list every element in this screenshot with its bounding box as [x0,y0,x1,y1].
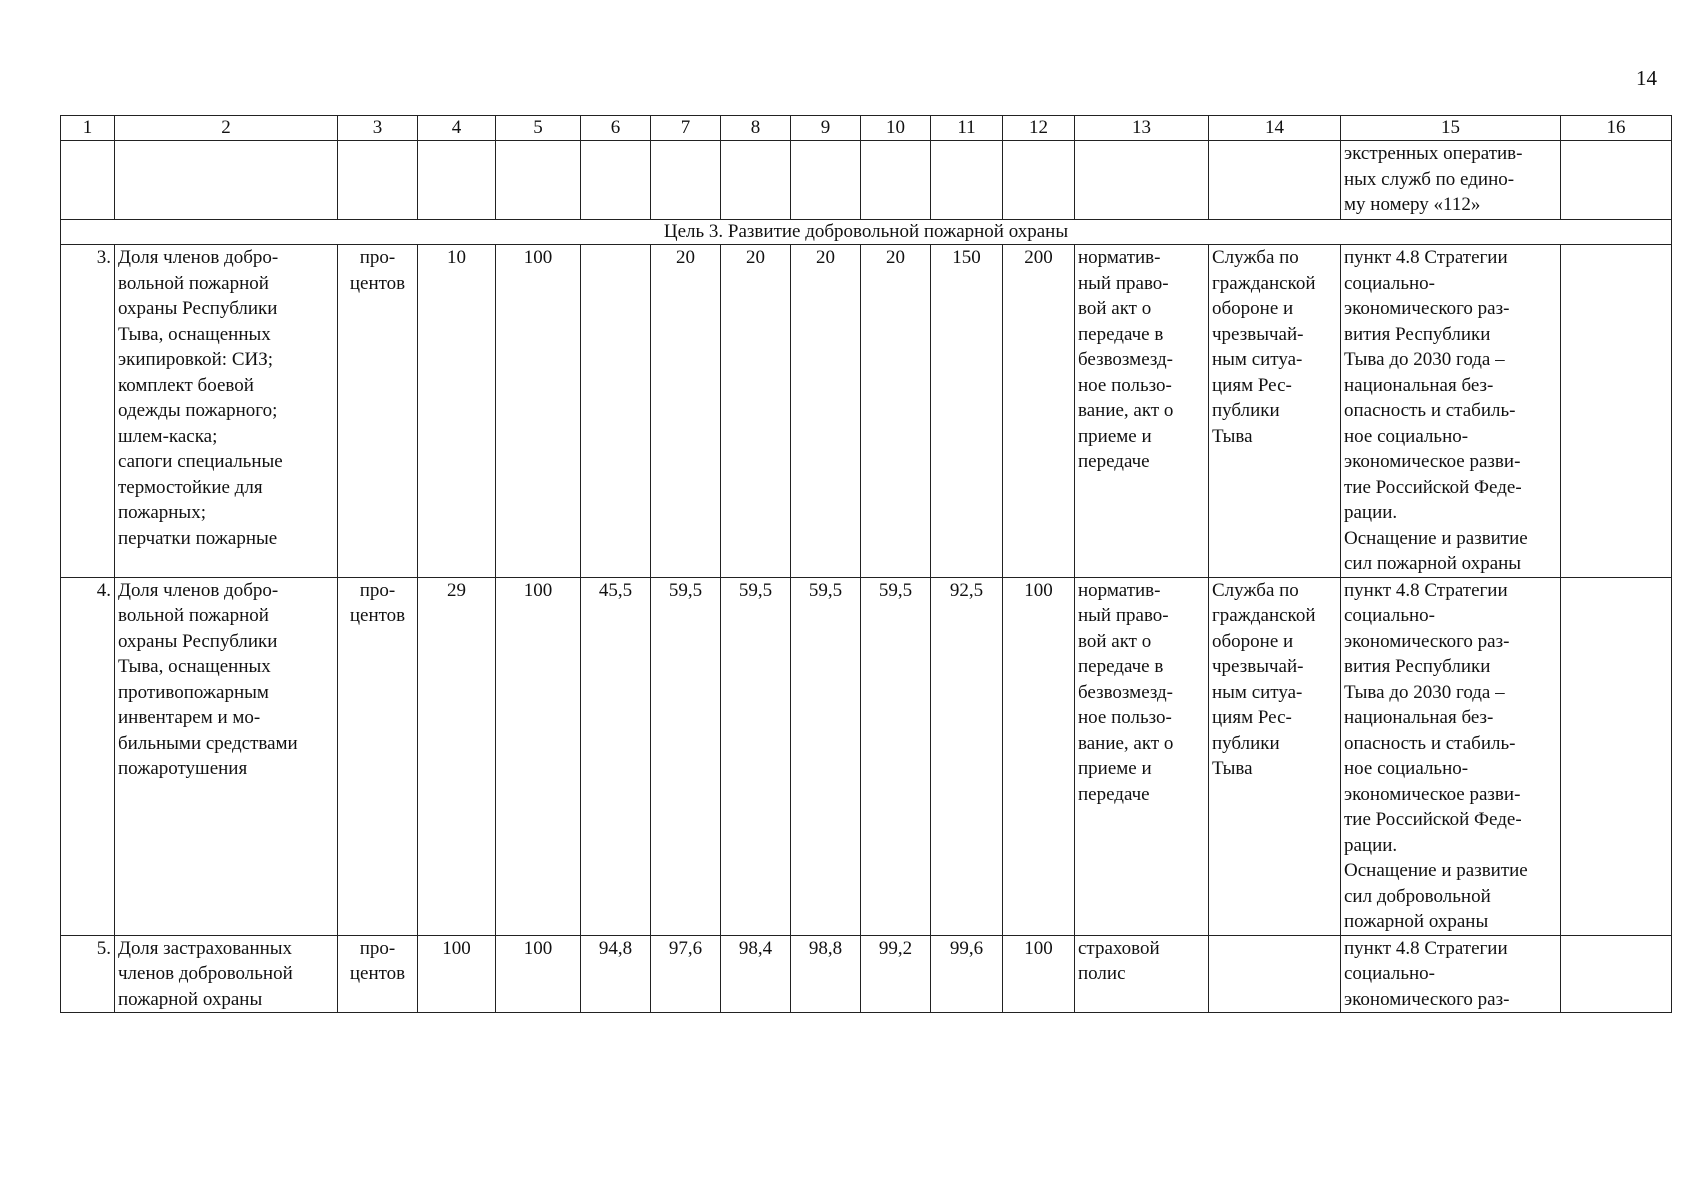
value-cell: 59,5 [861,577,931,935]
column-number: 10 [861,116,931,141]
value-cell: 45,5 [581,577,651,935]
unit-cell: про- центов [338,577,418,935]
value-cell: 100 [1003,935,1075,1013]
goal-row [61,220,1672,245]
indicator-name: Доля членов добро- вольной пожарной охраны Республики Тыва, оснащенных противопожарным инвентарем и мо- бильными средствами пожаротушения [115,577,338,935]
value-cell: 29 [418,577,496,935]
column-number: 2 [115,116,338,141]
column-number: 11 [931,116,1003,141]
column-number: 7 [651,116,721,141]
table-cell [496,141,581,220]
responsible-cell: Служба по гражданской обороне и чрезвычай- ным ситуа- циям Рес- публики Тыва [1209,245,1341,578]
document-cell: страховой полис [1075,935,1209,1013]
column-number: 3 [338,116,418,141]
value-cell: 20 [651,245,721,578]
value-cell: 59,5 [651,577,721,935]
value-cell: 20 [791,245,861,578]
indicator-name: Доля застрахованных членов добровольной пожарной охраны [115,935,338,1013]
column-number: 1 [61,116,115,141]
value-cell: 10 [418,245,496,578]
value-cell: 98,8 [791,935,861,1013]
basis-cell: пункт 4.8 Стратегии социально- экономического раз- [1341,935,1561,1013]
value-cell: 20 [721,245,791,578]
table-cell [61,141,115,220]
column-number: 5 [496,116,581,141]
table-cell [1003,141,1075,220]
note-cell [1561,245,1672,578]
column-number-row [61,116,1672,141]
row-number: 4. [61,577,115,935]
column-number: 13 [1075,116,1209,141]
value-cell: 100 [496,577,581,935]
column-number: 12 [1003,116,1075,141]
value-cell: 97,6 [651,935,721,1013]
note-cell [1561,935,1672,1013]
row-number: 5. [61,935,115,1013]
responsible-cell [1209,935,1341,1013]
basis-cell: пункт 4.8 Стратегии социально- экономического раз- вития Республики Тыва до 2030 года – национальная без- опасность и стабиль- ное социально- экономическое разви- тие Российской Феде- рации. Оснащение и развитие сил добровольной пожарной охраны [1341,577,1561,935]
table-cell [581,141,651,220]
value-cell [581,245,651,578]
goal-title: Цель 3. Развитие добровольной пожарной охраны [61,220,1672,245]
indicator-name: Доля членов добро- вольной пожарной охраны Республики Тыва, оснащенных экипировкой: СИЗ; комплект боевой одежды пожарного; шлем-каска; сапоги специальные термостойкие для пожарных; перчатки пожарные [115,245,338,578]
value-cell: 98,4 [721,935,791,1013]
table-cell [338,141,418,220]
table-cell [1209,141,1341,220]
table-cell [1561,141,1672,220]
responsible-cell: Служба по гражданской обороне и чрезвычай- ным ситуа- циям Рес- публики Тыва [1209,577,1341,935]
column-number: 15 [1341,116,1561,141]
value-cell: 59,5 [721,577,791,935]
value-cell: 150 [931,245,1003,578]
column-number: 4 [418,116,496,141]
table-cell [418,141,496,220]
table-cell [721,141,791,220]
note-cell [1561,577,1672,935]
column-number: 16 [1561,116,1672,141]
table-cell [791,141,861,220]
indicators-table [60,115,1672,1013]
value-cell: 100 [1003,577,1075,935]
table-row [61,245,1672,578]
table-cell [1075,141,1209,220]
continuation-text: экстренных оператив- ных служб по едино- му номеру «112» [1341,141,1561,220]
value-cell: 200 [1003,245,1075,578]
table-cell [651,141,721,220]
table-row [61,577,1672,935]
column-number: 14 [1209,116,1341,141]
column-number: 6 [581,116,651,141]
value-cell: 59,5 [791,577,861,935]
continuation-row [61,141,1672,220]
value-cell: 20 [861,245,931,578]
value-cell: 94,8 [581,935,651,1013]
value-cell: 100 [418,935,496,1013]
table-cell [931,141,1003,220]
document-cell: норматив- ный право- вой акт о передаче в безвозмезд- ное пользо- вание, акт о приеме и передаче [1075,245,1209,578]
page-number: 14 [1636,66,1657,90]
value-cell: 100 [496,935,581,1013]
value-cell: 92,5 [931,577,1003,935]
document-cell: норматив- ный право- вой акт о передаче в безвозмезд- ное пользо- вание, акт о приеме и передаче [1075,577,1209,935]
value-cell: 100 [496,245,581,578]
value-cell: 99,2 [861,935,931,1013]
unit-cell: про- центов [338,935,418,1013]
table-row [61,935,1672,1013]
table-cell [115,141,338,220]
column-number: 9 [791,116,861,141]
table-cell [861,141,931,220]
row-number: 3. [61,245,115,578]
column-number: 8 [721,116,791,141]
unit-cell: про- центов [338,245,418,578]
value-cell: 99,6 [931,935,1003,1013]
basis-cell: пункт 4.8 Стратегии социально- экономического раз- вития Республики Тыва до 2030 года – национальная без- опасность и стабиль- ное социально- экономическое разви- тие Российской Феде- рации. Оснащение и развитие сил пожарной охраны [1341,245,1561,578]
